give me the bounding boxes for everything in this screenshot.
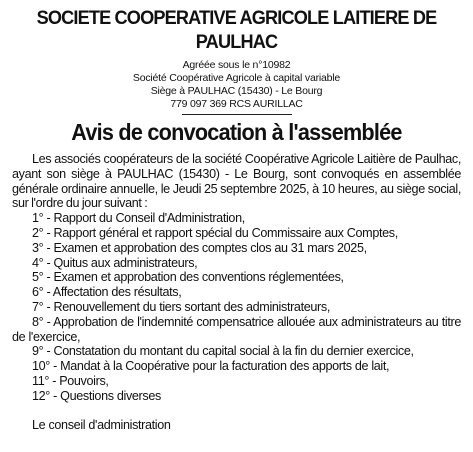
agenda-list — [12, 211, 461, 403]
agenda-item: 11° - Pouvoirs, — [32, 373, 109, 388]
signature: Le conseil d'administration — [32, 417, 171, 432]
agenda-item: 5° - Examen et approbation des conventions réglementées, — [32, 270, 344, 285]
notice-title: Avis de convocation à l'assemblée — [71, 119, 402, 145]
organization-details — [12, 59, 461, 111]
agenda-item: 1° - Rapport du Conseil d'Administration, — [32, 211, 245, 226]
registered-office: Siège à PAULHAC (15430) - Le Bourg — [150, 85, 323, 97]
agenda-item: 3° - Examen et approbation des comptes clos au 31 mars 2025, — [32, 240, 367, 255]
agenda-item: 12° - Questions diverses — [32, 388, 161, 403]
agenda-item: 8° - Approbation de l'indemnité compensatrice allouée aux administrateurs au titre de l'exercice, — [12, 314, 461, 344]
agenda-item: 9° - Constatation du montant du capital social à la fin du dernier exercice, — [32, 344, 414, 359]
header-divider — [182, 114, 292, 115]
agenda-item: 2° - Rapport général et rapport spécial du Commissaire aux Comptes, — [32, 225, 398, 240]
agenda-item: 4° - Quitus aux administrateurs, — [32, 255, 198, 270]
legal-form: Société Coopérative Agricole à capital variable — [132, 72, 341, 84]
agenda-item: 7° - Renouvellement du tiers sortant des administrateurs, — [32, 299, 330, 314]
approval-number: Agréée sous le n°10982 — [182, 59, 291, 71]
agenda-item: 6° - Affectation des résultats, — [32, 285, 182, 300]
rcs-number: 779 097 369 RCS AURILLAC — [170, 98, 303, 110]
notice-intro: Les associés coopérateurs de la société Coopérative Agricole Laitière de Paulhac, ayant son siège à PAULHAC (15430) - Le Bourg, sont convoqués en assemblée générale ordinaire annuelle, le Jeudi 25 septembre 2025, à 10 heures, au siège social, sur l'ordre du jour suivant : — [12, 152, 461, 211]
agenda-item: 10° - Mandat à la Coopérative pour la facturation des apports de lait, — [32, 359, 390, 374]
organization-name: SOCIETE COOPERATIVE AGRICOLE LAITIERE DE PAULHAC — [36, 7, 437, 53]
